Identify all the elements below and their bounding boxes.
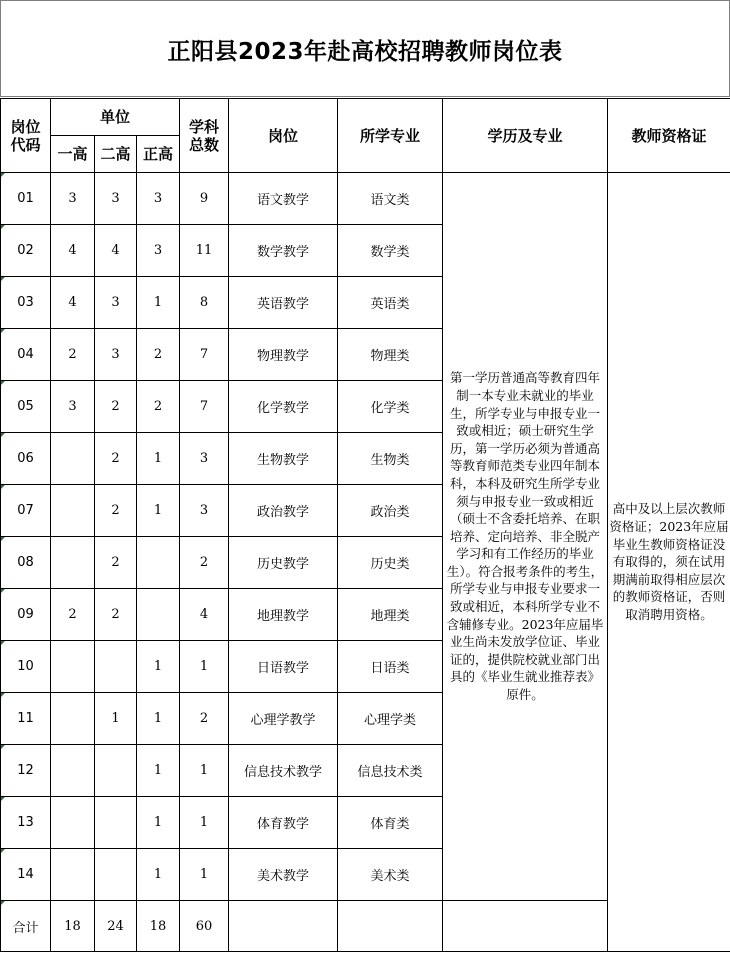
major-cell: 美术类 bbox=[338, 849, 443, 901]
post-cell: 数学教学 bbox=[229, 225, 338, 277]
post-cell: 英语教学 bbox=[229, 277, 338, 329]
school-1-count-cell: 4 bbox=[51, 277, 95, 329]
subject-total-cell: 1 bbox=[180, 745, 229, 797]
major-cell: 体育类 bbox=[338, 797, 443, 849]
school-3-count-cell: 1 bbox=[137, 745, 180, 797]
school-3-count-cell: 3 bbox=[137, 225, 180, 277]
school-2-count-cell: 3 bbox=[95, 173, 137, 225]
header-major: 所学专业 bbox=[338, 99, 443, 173]
title-banner bbox=[0, 0, 730, 97]
school-1-total-cell: 18 bbox=[51, 901, 95, 952]
post-code-cell: 06 bbox=[1, 433, 51, 485]
subject-total-cell: 3 bbox=[180, 485, 229, 537]
post-code-cell: 07 bbox=[1, 485, 51, 537]
post-cell: 地理教学 bbox=[229, 589, 338, 641]
subject-total-cell: 4 bbox=[180, 589, 229, 641]
school-2-count-cell bbox=[95, 745, 137, 797]
school-2-count-cell: 3 bbox=[95, 277, 137, 329]
post-code-cell: 02 bbox=[1, 225, 51, 277]
major-cell: 化学类 bbox=[338, 381, 443, 433]
post-code-cell: 14 bbox=[1, 849, 51, 901]
certificate-requirement-note: 高中及以上层次教师资格证；2023年应届毕业生教师资格证没有取得的，须在试用期满前取得相应层次的教师资格证，否则取消聘用资格。 bbox=[608, 173, 730, 952]
school-3-count-cell bbox=[137, 589, 180, 641]
school-1-count-cell bbox=[51, 693, 95, 745]
school-3-count-cell: 1 bbox=[137, 485, 180, 537]
major-cell: 信息技术类 bbox=[338, 745, 443, 797]
school-1-count-cell: 3 bbox=[51, 381, 95, 433]
post-cell: 化学教学 bbox=[229, 381, 338, 433]
school-1-count-cell bbox=[51, 849, 95, 901]
school-3-count-cell bbox=[137, 537, 180, 589]
school-2-count-cell: 2 bbox=[95, 485, 137, 537]
post-cell: 体育教学 bbox=[229, 797, 338, 849]
header-post: 岗位 bbox=[229, 99, 338, 173]
post-cell: 物理教学 bbox=[229, 329, 338, 381]
post-cell: 美术教学 bbox=[229, 849, 338, 901]
school-1-count-cell: 4 bbox=[51, 225, 95, 277]
major-cell: 英语类 bbox=[338, 277, 443, 329]
subject-total-cell: 1 bbox=[180, 797, 229, 849]
post-cell: 政治教学 bbox=[229, 485, 338, 537]
header-school-2: 二高 bbox=[95, 136, 137, 173]
post-code-cell: 11 bbox=[1, 693, 51, 745]
header-school-3: 正高 bbox=[137, 136, 180, 173]
major-cell: 日语类 bbox=[338, 641, 443, 693]
school-2-count-cell: 1 bbox=[95, 693, 137, 745]
school-2-count-cell: 3 bbox=[95, 329, 137, 381]
post-cell: 日语教学 bbox=[229, 641, 338, 693]
school-1-count-cell: 2 bbox=[51, 589, 95, 641]
subject-total-cell: 2 bbox=[180, 537, 229, 589]
school-3-count-cell: 1 bbox=[137, 797, 180, 849]
school-1-count-cell bbox=[51, 433, 95, 485]
post-cell: 历史教学 bbox=[229, 537, 338, 589]
school-1-count-cell bbox=[51, 745, 95, 797]
school-3-count-cell: 1 bbox=[137, 693, 180, 745]
school-3-count-cell: 2 bbox=[137, 381, 180, 433]
school-3-count-cell: 2 bbox=[137, 329, 180, 381]
post-code-cell: 04 bbox=[1, 329, 51, 381]
school-2-count-cell: 2 bbox=[95, 433, 137, 485]
header-school-1: 一高 bbox=[51, 136, 95, 173]
page-title: 正阳县2023年赴高校招聘教师岗位表 bbox=[167, 39, 563, 65]
header-certificate: 教师资格证 bbox=[608, 99, 730, 173]
school-1-count-cell bbox=[51, 797, 95, 849]
education-requirement-note: 第一学历普通高等教育四年制一本专业未就业的毕业生，所学专业与申报专业一致或相近；硕士研究生学历，第一学历必须为普通高等教育师范类专业四年制本科，本科及研究生所学专业须与申报专业一致或相近（硕士不含委托培养、在职培养、定向培养、非全脱产学习和有工作经历的毕业生）。符合报考条件的考生，所学专业与申报专业要求一致或相近，本科所学专业不含辅修专业。2023年应届毕业生尚未发放学位证、毕业证的，提供院校就业部门出具的《毕业生就业推荐表》原件。 bbox=[443, 173, 608, 901]
school-2-count-cell: 2 bbox=[95, 381, 137, 433]
post-cell: 信息技术教学 bbox=[229, 745, 338, 797]
empty-major-cell bbox=[338, 901, 443, 952]
major-cell: 物理类 bbox=[338, 329, 443, 381]
school-2-count-cell bbox=[95, 849, 137, 901]
subject-total-cell: 7 bbox=[180, 329, 229, 381]
subject-total-cell: 11 bbox=[180, 225, 229, 277]
school-2-count-cell bbox=[95, 641, 137, 693]
school-2-count-cell bbox=[95, 797, 137, 849]
school-3-count-cell: 1 bbox=[137, 849, 180, 901]
major-cell: 历史类 bbox=[338, 537, 443, 589]
grand-total-cell: 60 bbox=[180, 901, 229, 952]
subject-total-cell: 9 bbox=[180, 173, 229, 225]
post-code-cell: 01 bbox=[1, 173, 51, 225]
school-1-count-cell: 3 bbox=[51, 173, 95, 225]
post-code-cell: 12 bbox=[1, 745, 51, 797]
table-row bbox=[1, 173, 730, 225]
subject-total-cell: 8 bbox=[180, 277, 229, 329]
header-education: 学历及专业 bbox=[443, 99, 608, 173]
school-2-count-cell: 2 bbox=[95, 589, 137, 641]
header-unit: 单位 bbox=[51, 99, 180, 136]
post-code-cell: 10 bbox=[1, 641, 51, 693]
empty-post-cell bbox=[229, 901, 338, 952]
subject-total-cell: 1 bbox=[180, 641, 229, 693]
school-3-count-cell: 1 bbox=[137, 277, 180, 329]
school-3-count-cell: 1 bbox=[137, 433, 180, 485]
school-2-count-cell: 4 bbox=[95, 225, 137, 277]
post-code-cell: 03 bbox=[1, 277, 51, 329]
subject-total-cell: 3 bbox=[180, 433, 229, 485]
school-1-count-cell bbox=[51, 485, 95, 537]
major-cell: 语文类 bbox=[338, 173, 443, 225]
school-2-total-cell: 24 bbox=[95, 901, 137, 952]
recruitment-table bbox=[0, 98, 730, 952]
school-1-count-cell bbox=[51, 537, 95, 589]
post-code-cell: 05 bbox=[1, 381, 51, 433]
major-cell: 心理学类 bbox=[338, 693, 443, 745]
school-2-count-cell: 2 bbox=[95, 537, 137, 589]
school-3-count-cell: 1 bbox=[137, 641, 180, 693]
major-cell: 地理类 bbox=[338, 589, 443, 641]
school-3-count-cell: 3 bbox=[137, 173, 180, 225]
empty-education-cell bbox=[443, 901, 608, 952]
major-cell: 政治类 bbox=[338, 485, 443, 537]
major-cell: 生物类 bbox=[338, 433, 443, 485]
totals-label-cell: 合计 bbox=[1, 901, 51, 952]
school-1-count-cell: 2 bbox=[51, 329, 95, 381]
post-code-cell: 08 bbox=[1, 537, 51, 589]
post-cell: 语文教学 bbox=[229, 173, 338, 225]
post-code-cell: 09 bbox=[1, 589, 51, 641]
post-code-cell: 13 bbox=[1, 797, 51, 849]
subject-total-cell: 7 bbox=[180, 381, 229, 433]
major-cell: 数学类 bbox=[338, 225, 443, 277]
school-1-count-cell bbox=[51, 641, 95, 693]
header-total: 学科总数 bbox=[180, 99, 229, 173]
post-cell: 心理学教学 bbox=[229, 693, 338, 745]
school-3-total-cell: 18 bbox=[137, 901, 180, 952]
post-cell: 生物教学 bbox=[229, 433, 338, 485]
subject-total-cell: 1 bbox=[180, 849, 229, 901]
header-code: 岗位代码 bbox=[1, 99, 51, 173]
subject-total-cell: 2 bbox=[180, 693, 229, 745]
